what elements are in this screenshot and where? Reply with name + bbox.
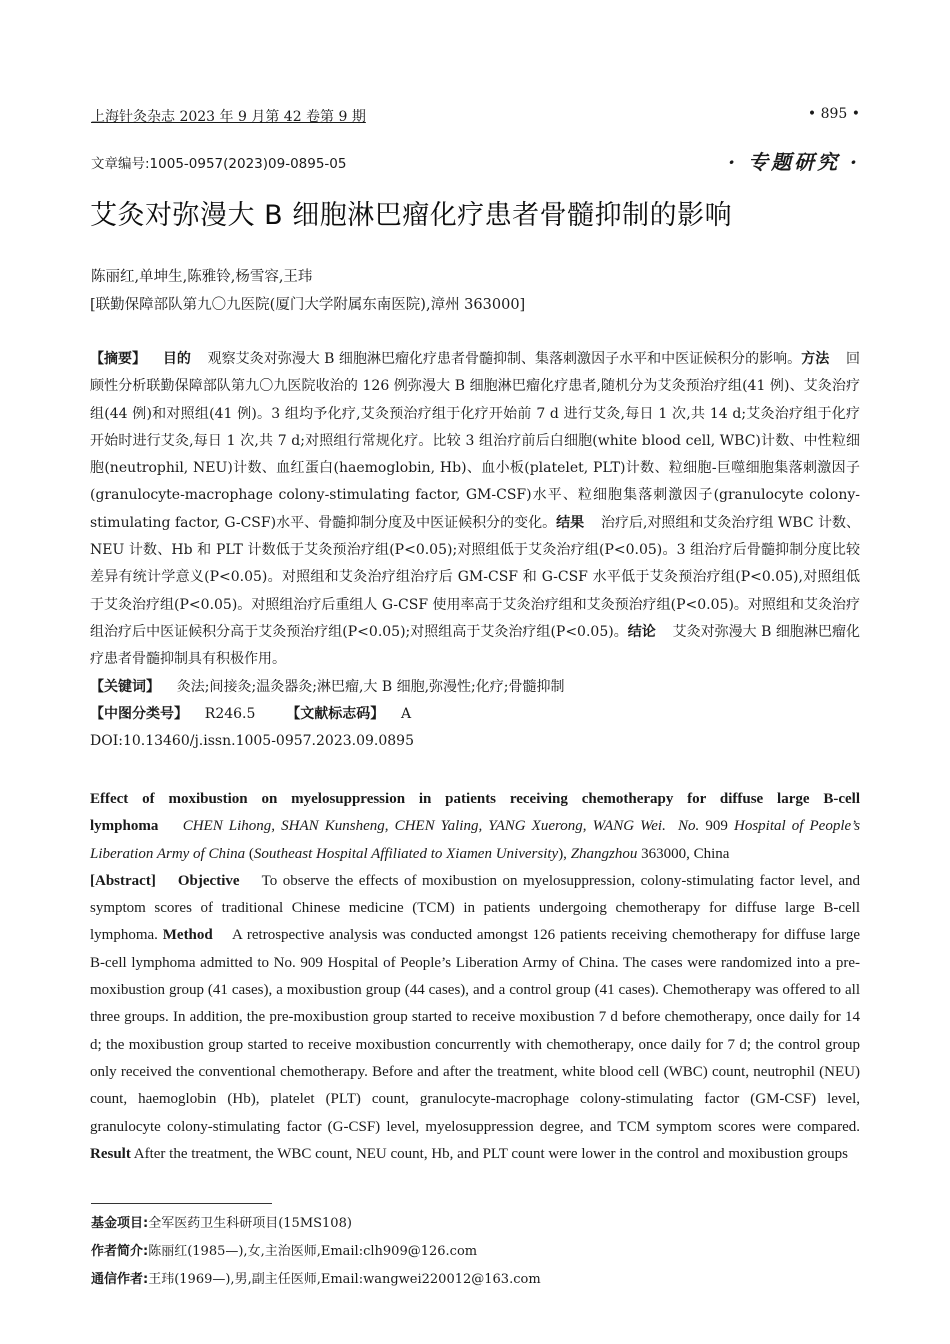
- corresponding-text: 王玮(1969—),男,副主任医师,Email:wangwei220012@163.com: [148, 1272, 541, 1287]
- english-method-label: Method: [162, 927, 213, 944]
- corresponding-label: 通信作者:: [91, 1272, 149, 1287]
- classification-line: [90, 701, 860, 728]
- english-abstract-body: [90, 868, 860, 1168]
- doc-code-label: 【文献标志码】: [286, 705, 385, 722]
- author-list: 陈丽红,单坤生,陈雅铃,杨雪容,王玮: [91, 269, 313, 285]
- clc-value: R246.5: [204, 705, 256, 722]
- english-affil-parenthetical: Southeast Hospital Affiliated to Xiamen University: [253, 845, 559, 862]
- footnote-author: [91, 1240, 477, 1259]
- english-affil-tail: 363000, China: [641, 845, 730, 862]
- objective-label: 目的: [162, 351, 191, 367]
- english-objective-label: Objective: [177, 872, 240, 889]
- english-abstract-label: [Abstract]: [90, 872, 156, 889]
- clc-label: 【中图分类号】: [90, 705, 188, 722]
- keywords-text: 灸法;间接灸;温灸器灸;淋巴瘤,大 B 细胞,弥漫性;化疗;骨髓抑制: [176, 678, 565, 695]
- english-affil-hospital: Hospital of People’s Liberation Army of China: [90, 818, 861, 862]
- author-bio-label: 作者简介:: [91, 1244, 149, 1259]
- english-result-label: Result: [90, 1145, 131, 1162]
- abstract-body: [90, 346, 860, 674]
- doc-code-value: A: [401, 705, 412, 722]
- english-affil-no: No.: [678, 818, 700, 835]
- result-text: 治疗后,对照组和艾灸治疗组 WBC 计数、NEU 计数、Hb 和 PLT 计数低于艾灸预治疗组(P<0.05);对照组低于艾灸治疗组(P<0.05)。3 组治疗后骨髓抑制分度比较差异有统计学意义(P<0.05)。对照组和艾灸治疗组治疗后 GM-CSF 和 G-CSF 水平低于艾灸预治疗组(P<0.05),对照组低于艾灸治疗组(P<0.05)。对照组治疗后重组人 G-CSF 使用率高于艾灸治疗组和艾灸预治疗组(P<0.05)。对照组和艾灸治疗组治疗后中医证候积分高于艾灸预治疗组(P<0.05);对照组高于艾灸治疗组(P<0.05)。: [90, 514, 861, 640]
- author-bio-text: 陈丽红(1985—),女,主治医师,Email:clh909@126.com: [148, 1244, 478, 1259]
- affiliation: [联勤保障部队第九〇九医院(厦门大学附属东南医院),漳州 363000]: [90, 297, 526, 313]
- article-number: 文章编号:1005-0957(2023)09-0895-05: [91, 156, 347, 172]
- english-method-text: A retrospective analysis was conducted amongst 126 patients receiving chemotherapy for diffuse large B-cell lymphoma admitted to No. 909 Hospital of People’s Liberation Army of China. The cases were randomized into a pre-moxibustion group (41 cases), a moxibustion group (44 cases), and a control group (41 cases). Chemotherapy was offered to all three groups. In addition, the pre-moxibustion group started to receive moxibustion 7 d before chemotherapy, once daily for 14 d; the moxibustion group started to receive moxibustion concurrently with chemotherapy, once daily for 7 d; the control group only received the conventional chemotherapy. Before and after the treatment, white blood cell (WBC) count, neutrophil (NEU) count, haemoglobin (Hb), platelet (PLT) count, granulocyte-macrophage colony-stimulating factor (GM-CSF) level, granulocyte colony-stimulating factor (G-CSF) level, myelosuppression degree, and TCM symptom scores were compared.: [90, 927, 861, 1135]
- running-header: [91, 106, 366, 126]
- journal-issue: 上海针灸杂志 2023 年 9 月第 42 卷第 9 期: [91, 109, 366, 125]
- article-title: 艾灸对弥漫大 B 细胞淋巴瘤化疗患者骨髓抑制的影响: [90, 200, 733, 231]
- english-abstract: [90, 786, 860, 1168]
- column-label: · 专题研究 ·: [728, 150, 860, 174]
- english-authors: CHEN Lihong, SHAN Kunsheng, CHEN Yaling, YANG Xuerong, WANG Wei.: [182, 818, 666, 835]
- conclusion-label: 结论: [627, 623, 656, 640]
- english-title: Effect of moxibustion on myelosuppression in patients receiving chemotherapy for diffuse large B-cell lymphoma: [90, 791, 860, 835]
- fund-label: 基金项目:: [91, 1216, 149, 1231]
- keywords-label: 【关键词】: [90, 678, 160, 695]
- doi-line: DOI:10.13460/j.issn.1005-0957.2023.09.0895: [90, 733, 414, 750]
- footnote-fund: [91, 1212, 352, 1231]
- abstract-label: 【摘要】: [90, 351, 147, 367]
- chinese-abstract: [90, 346, 860, 755]
- footnote-divider: [91, 1203, 272, 1204]
- keywords-line: [90, 674, 860, 701]
- objective-text: 观察艾灸对弥漫大 B 细胞淋巴瘤化疗患者骨髓抑制、集落刺激因子水平和中医证候积分的影响。: [207, 351, 802, 367]
- page-number: • 895 •: [807, 106, 860, 122]
- english-affil-number: 909: [705, 818, 728, 835]
- english-objective-text: To observe the effects of moxibustion on myelosuppression, colony-stimulating factor level, and symptom scores of traditional Chinese medicine (TCM) in patients undergoing chemotherapy for diffuse large B-cell lymphoma.: [90, 872, 861, 944]
- english-affil-city: Zhangzhou: [570, 845, 638, 862]
- fund-text: 全军医药卫生科研项目(15MS108): [148, 1216, 352, 1231]
- footnote-corresponding: [91, 1268, 541, 1287]
- english-title-block: Effect of moxibustion on myelosuppression in patients receiving chemotherapy for diffuse large B-cell lymphoma CHEN Lihong, SHAN Kunsheng, CHEN Yaling, YANG Xuerong, WANG Wei. No. 909 Hospital of People’s Liberation Army of China (Southeast Hospital Affiliated to Xiamen University), Zhangzhou 363000, China: [90, 791, 861, 862]
- result-label: 结果: [556, 514, 585, 531]
- method-label: 方法: [801, 351, 830, 367]
- method-text: 回顾性分析联勤保障部队第九〇九医院收治的 126 例弥漫大 B 细胞淋巴瘤化疗患者,随机分为艾灸预治疗组(41 例)、艾灸治疗组(44 例)和对照组(41 例)。3 组均予化疗,艾灸预治疗组于化疗开始前 7 d 进行艾灸,每日 1 次,共 14 d;艾灸治疗组于化疗开始时进行艾灸,每日 1 次,共 7 d;对照组行常规化疗。比较 3 组治疗前后白细胞(white blood cell, WBC)计数、中性粒细胞(neutrophil, NEU)计数、血红蛋白(haemoglobin, Hb)、血小板(platelet, PLT)计数、粒细胞-巨噬细胞集落刺激因子(granulocyte-macrophage colony-stimulating factor, GM-CSF)水平、粒细胞集落刺激因子(granulocyte colony-stimulating factor, G-CSF)水平、骨髓抑制分度及中医证候积分的变化。: [90, 351, 861, 531]
- conclusion-text: 艾灸对弥漫大 B 细胞淋巴瘤化疗患者骨髓抑制具有积极作用。: [90, 623, 860, 668]
- english-result-text: After the treatment, the WBC count, NEU count, Hb, and PLT count were lower in the control and moxibustion groups: [133, 1145, 848, 1162]
